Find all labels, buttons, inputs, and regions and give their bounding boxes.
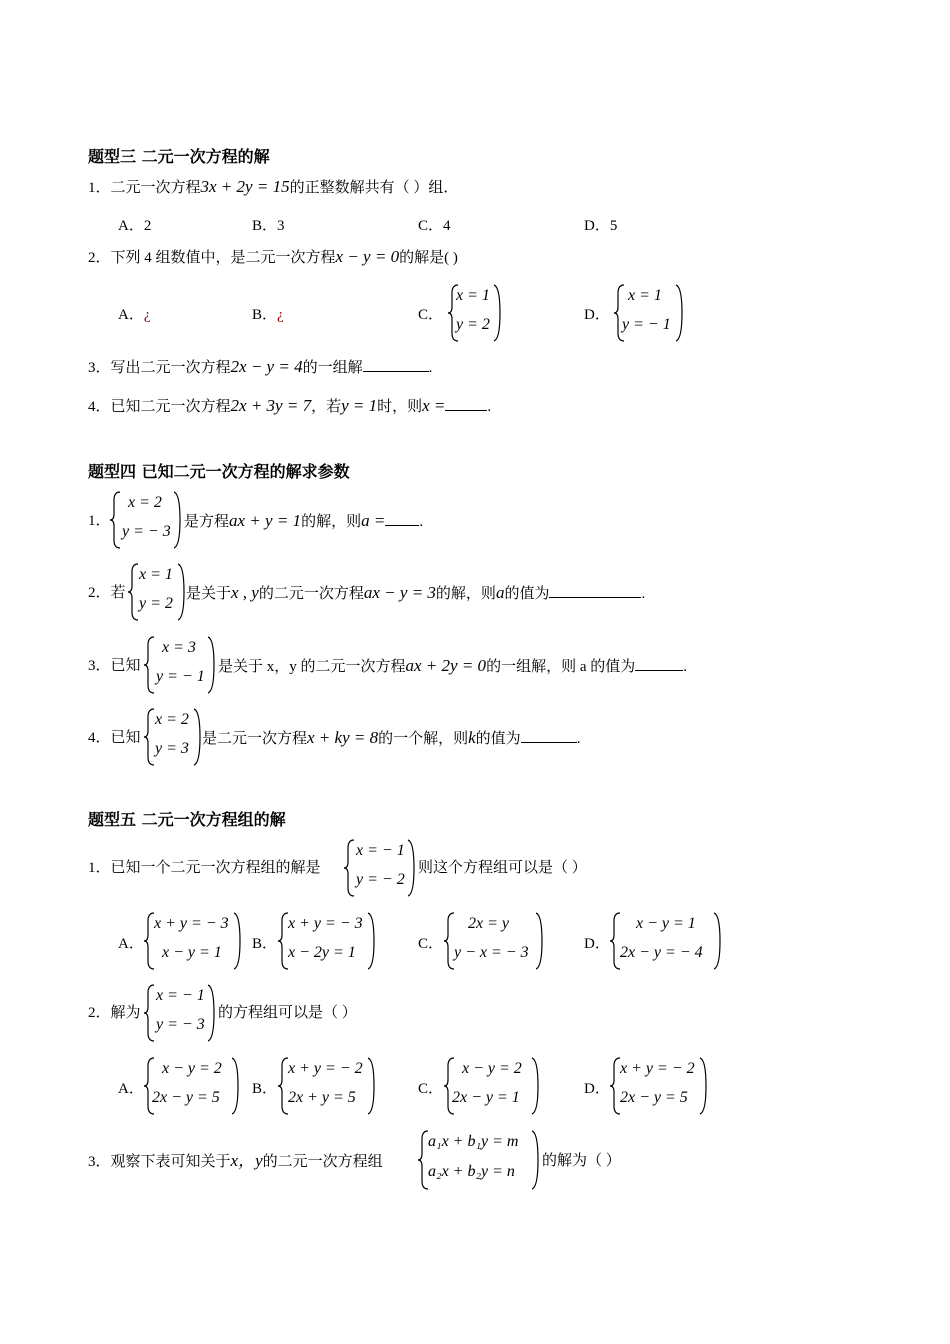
question-number: 2． — [88, 250, 111, 266]
question-number: 3． — [88, 1154, 111, 1170]
system-row: y = − 3 — [122, 523, 171, 540]
option-label: A． — [118, 218, 144, 234]
question-number: 1． — [88, 180, 111, 196]
question-text: 是二元一次方程 — [202, 731, 308, 747]
system-row: y − x = − 3 — [454, 944, 529, 961]
system-row: x − y = 2 — [462, 1060, 522, 1077]
option-value: 5 — [609, 218, 618, 234]
option-label: C． — [418, 218, 444, 234]
system-row: 2x + y = 5 — [288, 1089, 356, 1106]
option-label: A． — [118, 307, 144, 323]
system-row: y = 2 — [456, 316, 490, 333]
equation: 2x − y = 4 — [230, 357, 303, 376]
question-text: 的一组解 — [302, 360, 363, 376]
question — [88, 357, 432, 378]
option[interactable] — [118, 303, 151, 324]
question-number: 4． — [88, 730, 111, 746]
system-row: 2x − y = 5 — [152, 1089, 220, 1106]
equation: ax + y = 1 — [229, 511, 302, 530]
question-text: 已知一个二元一次方程组的解是 — [110, 860, 321, 876]
answer-blank[interactable] — [549, 583, 641, 598]
option-label[interactable]: B． — [252, 936, 278, 952]
question-text: 的正整数解共有（ ）组． — [289, 180, 459, 196]
option-label[interactable]: D． — [584, 1081, 610, 1097]
question — [88, 177, 458, 198]
question-text: 写出二元一次方程 — [110, 360, 231, 376]
question — [88, 1151, 383, 1172]
question-text: 二元一次方程 — [110, 180, 201, 196]
system-row: y = − 1 — [156, 668, 205, 685]
section-title: 题型五 二元一次方程组的解 — [88, 810, 286, 829]
option[interactable] — [252, 303, 284, 324]
option[interactable] — [418, 214, 451, 235]
answer-blank[interactable] — [445, 396, 487, 411]
question-number: 1． — [88, 513, 111, 529]
question — [184, 511, 423, 532]
option-label: D． — [584, 218, 610, 234]
equation: x − y = 0 — [335, 247, 400, 266]
question-text: 是关于 — [186, 586, 232, 602]
question — [88, 396, 491, 417]
question-text: 已知 — [110, 658, 141, 674]
question — [88, 656, 141, 676]
equation: a — [495, 583, 505, 602]
question — [218, 656, 687, 677]
equation: x + ky = 8 — [307, 728, 379, 747]
equation: k — [468, 728, 476, 747]
end-punct: . — [419, 514, 424, 530]
question-text: 的解，则 — [435, 586, 496, 602]
question-text: 的值为 — [475, 731, 521, 747]
equation: x = — [422, 396, 446, 415]
option-value: 3 — [277, 218, 285, 234]
question-text: 观察下表可知关于 — [110, 1154, 231, 1170]
question-text: 时，则 — [377, 399, 423, 415]
system-row: y = − 3 — [156, 1016, 205, 1033]
system-row: x = 3 — [162, 639, 196, 656]
answer-blank[interactable] — [635, 656, 683, 671]
system-row: y = − 2 — [356, 871, 405, 888]
end-punct: . — [428, 360, 433, 376]
section-title: 题型三 二元一次方程的解 — [88, 147, 270, 166]
system-row: a₂x + b₂y = n — [428, 1163, 515, 1180]
question-text: 是方程 — [184, 514, 230, 530]
question-text: 的一组解，则 a 的值为 — [486, 659, 636, 675]
question-text: 下列 4 组数值中，是二元一次方程 — [110, 250, 336, 266]
system-row: x = 1 — [628, 287, 662, 304]
system-row: 2x − y = 5 — [620, 1089, 688, 1106]
answer-blank[interactable] — [385, 511, 419, 526]
section-title: 题型四 已知二元一次方程的解求参数 — [88, 462, 350, 481]
question — [202, 728, 580, 749]
system-row: x = 2 — [128, 494, 162, 511]
question — [88, 583, 126, 603]
question-text: 的解是( ) — [399, 250, 458, 266]
question-text: 的解为（ ） — [542, 1153, 621, 1169]
system-row: x = 1 — [139, 566, 173, 583]
equation: 2x + 3y = 7 — [230, 396, 312, 415]
answer-blank[interactable] — [363, 357, 429, 372]
system-row: x = 2 — [155, 711, 189, 728]
question-text: 若 — [110, 585, 126, 601]
option-label[interactable]: C． — [418, 307, 444, 323]
end-punct: . — [576, 731, 581, 747]
question-text: 则这个方程组可以是（ ） — [418, 860, 587, 876]
equation: x , y — [231, 583, 259, 602]
question — [88, 247, 458, 268]
end-punct: . — [683, 659, 687, 675]
system-row: x − y = 1 — [162, 944, 222, 961]
system-row: x + y = − 3 — [154, 915, 229, 932]
option-value: 4 — [443, 218, 451, 234]
option-label: B． — [252, 218, 278, 234]
end-punct: . — [641, 586, 646, 602]
question — [186, 583, 645, 604]
question-number: 4． — [88, 399, 111, 415]
question-text: 的方程组可以是（ ） — [218, 1005, 357, 1021]
question — [88, 1003, 141, 1023]
system-row: x = 1 — [456, 287, 490, 304]
equation: a = — [361, 511, 386, 530]
option-label: B． — [252, 307, 278, 323]
question-number: 3． — [88, 658, 111, 674]
answer-blank[interactable] — [521, 728, 577, 743]
system-row: 2x = y — [468, 915, 509, 932]
question-number: 2． — [88, 1005, 111, 1021]
end-punct: . — [487, 399, 492, 415]
system-row: a₁x + b₁y = m — [428, 1133, 519, 1150]
system-row: x − 2y = 1 — [288, 944, 356, 961]
question-text: 的二元一次方程 — [258, 586, 364, 602]
question — [88, 858, 321, 878]
system-row: x − y = 2 — [162, 1060, 222, 1077]
option-label[interactable]: A． — [118, 1081, 144, 1097]
option-label[interactable]: D． — [584, 307, 610, 323]
option-glyph: ¿ — [277, 307, 284, 323]
system-row: x + y = − 2 — [288, 1060, 363, 1077]
question-text: 是关于 x，y 的二元一次方程 — [218, 659, 406, 675]
option[interactable] — [252, 214, 285, 235]
question-text: 的值为 — [504, 586, 550, 602]
option-label[interactable]: A． — [118, 936, 144, 952]
question-text: 已知二元一次方程 — [110, 399, 231, 415]
system-row: x − y = 1 — [636, 915, 696, 932]
option[interactable] — [584, 214, 617, 235]
question-number: 1． — [88, 860, 111, 876]
system-row: y = 3 — [155, 740, 189, 757]
system-row: 2x − y = 1 — [452, 1089, 520, 1106]
system-row: y = − 1 — [622, 316, 671, 333]
question-text: 已知 — [110, 730, 141, 746]
equation: x，y — [230, 1151, 263, 1170]
option-label[interactable]: C． — [418, 936, 444, 952]
equation: 3x + 2y = 15 — [200, 177, 290, 196]
option-glyph: ¿ — [143, 307, 151, 323]
system-row: x + y = − 2 — [620, 1060, 695, 1077]
system-row: 2x − y = − 4 — [620, 944, 703, 961]
system-row: y = 2 — [139, 595, 173, 612]
system-row: x + y = − 3 — [288, 915, 363, 932]
system-row: x = − 1 — [156, 987, 205, 1004]
option[interactable] — [118, 214, 151, 235]
question-text: 解为 — [110, 1005, 141, 1021]
equation: ax − y = 3 — [363, 583, 436, 602]
equation: y = 1 — [341, 396, 378, 415]
equation: ax + 2y = 0 — [405, 656, 487, 675]
question-text: 的二元一次方程组 — [262, 1154, 383, 1170]
option-label[interactable]: D． — [584, 936, 610, 952]
question-number: 3． — [88, 360, 111, 376]
question-number: 2． — [88, 585, 111, 601]
option-label[interactable]: B． — [252, 1081, 278, 1097]
question-text: 的一个解，则 — [378, 731, 469, 747]
system-row: x = − 1 — [356, 842, 405, 859]
question — [88, 728, 141, 748]
question-text: ，若 — [311, 399, 342, 415]
option-value: 2 — [143, 218, 152, 234]
question-text: 的解，则 — [301, 514, 362, 530]
option-label[interactable]: C． — [418, 1081, 444, 1097]
